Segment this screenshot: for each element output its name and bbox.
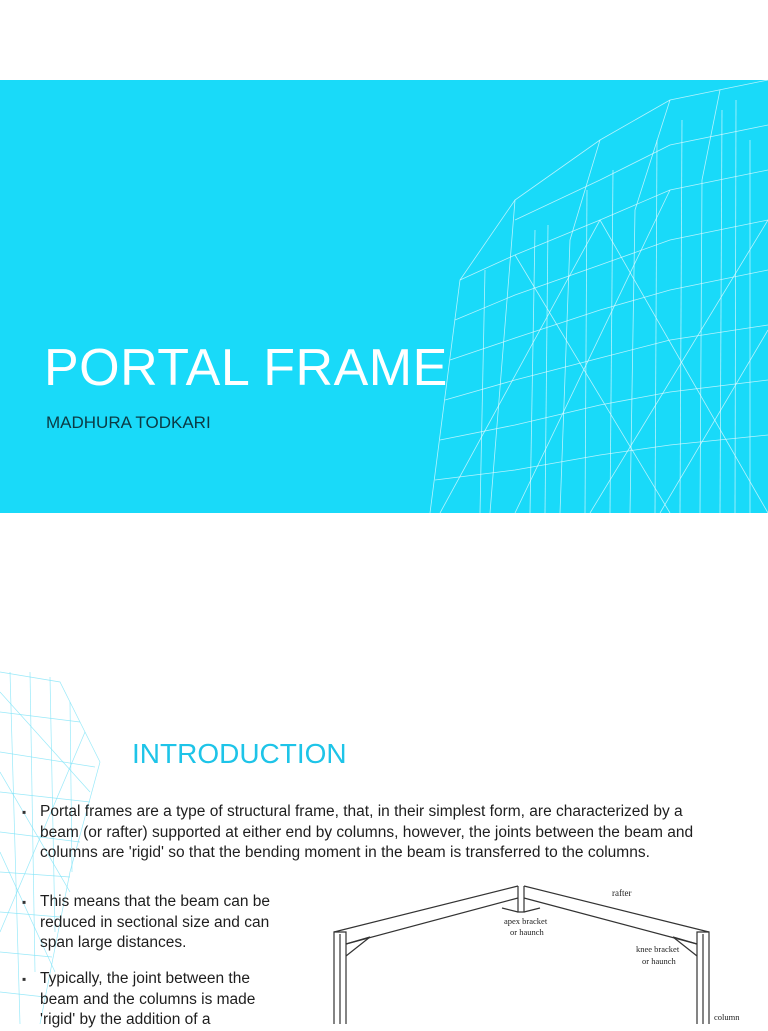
bullet-item bbox=[22, 892, 292, 954]
author-name: MADHURA TODKARI bbox=[46, 413, 211, 432]
wireframe-building-graphic bbox=[420, 80, 768, 513]
bullet-text: Portal frames are a type of structural frame, that, in their simplest form, are characterized by a beam (or rafter) supported at either end by columns, however, the joints between the beam and columns are 'rigid' so that the bending moment in the beam is transferred to the columns. bbox=[40, 803, 694, 861]
knee-haunch-label: or haunch bbox=[642, 956, 676, 966]
portal-frame-diagram bbox=[322, 888, 762, 1024]
bullet-item bbox=[22, 969, 292, 1031]
knee-bracket-label: knee bracket bbox=[636, 944, 680, 954]
bullet-item bbox=[22, 802, 712, 864]
bullet-marker-icon: ▪ bbox=[22, 895, 27, 909]
bullet-text: This means that the beam can be reduced in sectional size and can span large distances. bbox=[40, 893, 271, 951]
apex-bracket-label: apex bracket bbox=[504, 916, 548, 926]
bullet-marker-icon: ▪ bbox=[22, 972, 27, 986]
introduction-slide bbox=[0, 672, 768, 1028]
bullet-text: Typically, the joint between the beam and the columns is made 'rigid' by the addition of a bbox=[40, 970, 256, 1028]
rafter-label: rafter bbox=[612, 888, 632, 898]
apex-haunch-label: or haunch bbox=[510, 927, 544, 937]
bullet-marker-icon: ▪ bbox=[22, 805, 27, 819]
column-label: column bbox=[714, 1012, 740, 1022]
title-slide bbox=[0, 80, 768, 513]
section-heading: INTRODUCTION bbox=[132, 738, 347, 769]
presentation-title: PORTAL FRAME bbox=[44, 339, 448, 397]
